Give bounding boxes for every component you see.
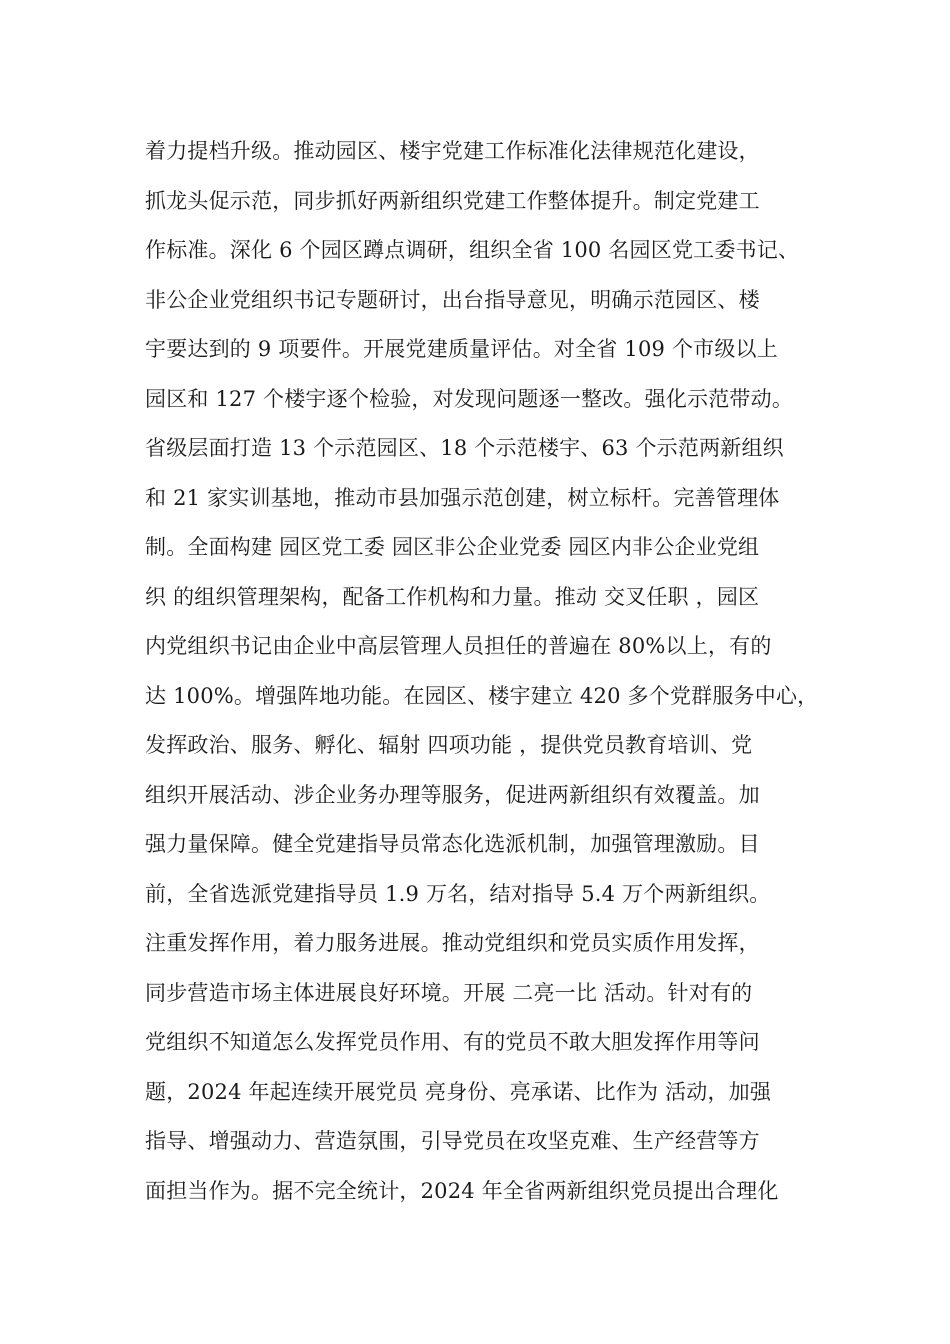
text-line: 抓龙头促示范，同步抓好两新组织党建工作整体提升。制定党建工 bbox=[145, 188, 760, 213]
text-line: 着力提档升级。推动园区、楼宇党建工作标准化法律规范化建设， bbox=[145, 139, 760, 163]
text-line: 同步营造市场主体进展良好环境。开展 二亮一比 活动。针对有的 bbox=[145, 980, 753, 1005]
text-line: 织 的组织管理架构，配备工作机构和力量。推动 交叉任职 ，园区 bbox=[145, 584, 760, 609]
text-line: 宇要达到的 9 项要件。开展党建质量评估。对全省 109 个市级以上 bbox=[145, 337, 778, 361]
text-line: 指导、增强动力、营造氛围，引导党员在攻坚克难、生产经营等方 bbox=[145, 1129, 760, 1153]
text-line: 注重发挥作用，着力服务进展。推动党组织和党员实质作用发挥， bbox=[145, 931, 760, 955]
text-line: 面担当作为。据不完全统计，2024 年全省两新组织党员提出合理化 bbox=[145, 1178, 779, 1203]
text-line: 制。全面构建 园区党工委 园区非公企业党委 园区内非公企业党组 bbox=[145, 535, 760, 559]
text-line: 题，2024 年起连续开展党员 亮身份、亮承诺、比作为 活动，加强 bbox=[145, 1079, 772, 1104]
text-line: 强力量保障。健全党建指导员常态化选派机制，加强管理激励。目 bbox=[145, 832, 760, 856]
body-text bbox=[145, 133, 835, 1222]
text-line: 达 100%。增强阵地功能。在园区、楼宇建立 420 多个党群服务中心， bbox=[145, 683, 819, 708]
text-line: 党组织不知道怎么发挥党员作用、有的党员不敢大胆发挥作用等问 bbox=[145, 1030, 760, 1054]
text-line: 发挥政治、服务、孵化、辐射 四项功能 ，提供党员教育培训、党 bbox=[145, 733, 753, 757]
text-line: 组织开展活动、涉企业务办理等服务，促进两新组织有效覆盖。加 bbox=[145, 782, 760, 807]
text-line: 前，全省选派党建指导员 1.9 万名，结对指导 5.4 万个两新组织。 bbox=[145, 881, 771, 906]
text-line: 和 21 家实训基地，推动市县加强示范创建，树立标杆。完善管理体 bbox=[145, 485, 780, 510]
text-line: 非公企业党组织书记专题研讨，出台指导意见，明确示范园区、楼 bbox=[145, 287, 760, 312]
text-line: 内党组织书记由企业中高层管理人员担任的普遍在 80%以上，有的 bbox=[145, 634, 772, 658]
text-line: 省级层面打造 13 个示范园区、18 个示范楼宇、63 个示范两新组织 bbox=[145, 436, 784, 460]
text-line: 园区和 127 个楼宇逐个检验，对发现问题逐一整改。强化示范带动。 bbox=[145, 386, 794, 411]
text-line: 作标准。深化 6 个园区蹲点调研，组织全省 100 名园区党工委书记、 bbox=[145, 238, 800, 262]
